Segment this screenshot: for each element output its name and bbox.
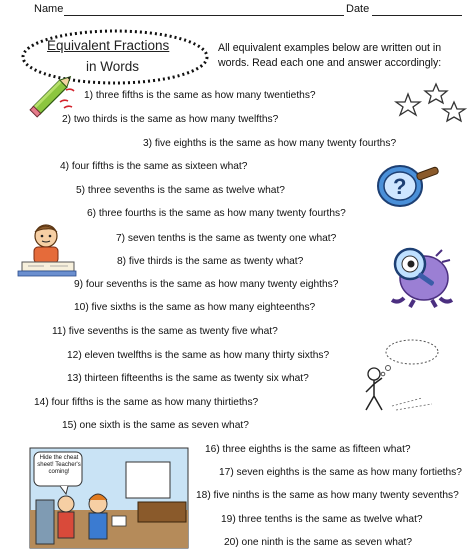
pencil-icon — [26, 72, 78, 118]
question-17: 17) seven eighths is the same as how many fortieths? — [219, 467, 462, 478]
page-title-line2: in Words — [86, 59, 140, 74]
page-title-line1: Equivalent Fractions — [47, 38, 170, 53]
question-19: 19) three tenths is the same as twelve what? — [221, 514, 423, 525]
question-1: 1) three fifths is the same as how many twentieths? — [84, 90, 316, 101]
question-14: 14) four fifths is the same as how many thirtieths? — [34, 397, 259, 408]
svg-text:?: ? — [393, 174, 407, 199]
instructions-line1: All equivalent examples below are written out in — [218, 42, 442, 54]
date-label: Date — [346, 3, 370, 15]
question-10: 10) five sixths is the same as how many eighteenths? — [74, 302, 316, 313]
monster-icon — [384, 234, 458, 308]
question-3: 3) five eighths is the same as how many twenty fourths? — [143, 138, 397, 149]
cartoon-speech-bubble: Hide the cheat sheet! Teacher's coming! — [37, 455, 81, 475]
question-15: 15) one sixth is the same as seven what? — [62, 420, 249, 431]
question-18: 18) five ninths is the same as how many twenty sevenths? — [196, 490, 459, 501]
name-label: Name — [34, 3, 64, 15]
name-field[interactable] — [64, 15, 344, 16]
question-5: 5) three sevenths is the same as twelve what? — [76, 185, 285, 196]
question-13: 13) thirteen fifteenths is the same as twenty six what? — [67, 373, 309, 384]
question-2: 2) two thirds is the same as how many twelfths? — [62, 114, 279, 125]
instructions-line2: words. Read each one and answer accordingly: — [218, 57, 442, 69]
question-9: 9) four sevenths is the same as how many twenty eighths? — [74, 279, 339, 290]
question-6: 6) three fourths is the same as how many twenty fourths? — [87, 208, 346, 219]
instructions — [218, 41, 474, 71]
stars-icon — [390, 82, 470, 126]
question-11: 11) five sevenths is the same as twenty five what? — [52, 326, 278, 337]
question-16: 16) three eighths is the same as fifteen what? — [205, 444, 411, 455]
date-field[interactable] — [372, 15, 462, 16]
magnifier-question-icon — [376, 160, 440, 208]
thinking-stickman-icon — [352, 338, 444, 412]
question-12: 12) eleven twelfths is the same as how many thirty sixths? — [67, 350, 330, 361]
student-writing-icon — [16, 222, 78, 278]
question-20: 20) one ninth is the same as seven what? — [224, 537, 413, 548]
question-4: 4) four fifths is the same as sixteen what? — [60, 161, 248, 172]
question-8: 8) five thirds is the same as twenty what? — [117, 256, 304, 267]
question-7: 7) seven tenths is the same as twenty one what? — [116, 233, 337, 244]
